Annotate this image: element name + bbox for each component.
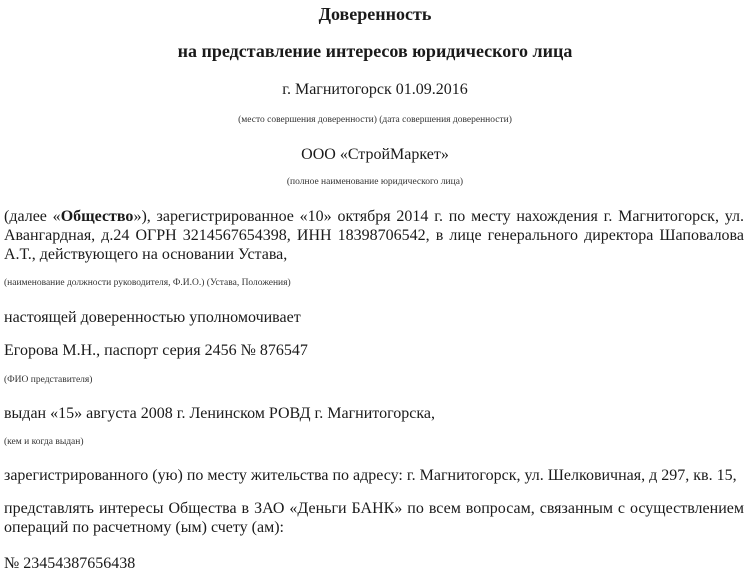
- company-short-name: Общество: [60, 208, 134, 225]
- organization-name: ООО «СтройМаркет»: [301, 146, 449, 163]
- document-subtitle: на представление интересов юридического лица: [177, 41, 573, 61]
- representative-info: Егорова М.Н., паспорт серия 2456 № 876547: [4, 342, 308, 359]
- passport-issued: выдан «15» августа 2008 г. Ленинском РОВД г. Магнитогорска,: [4, 405, 435, 422]
- powers-paragraph-line-1: представлять интересы Общества в ЗАО «Деньги БАНК» по всем вопросам, связанным с осуществлением: [4, 500, 744, 517]
- org-paragraph-suffix: »), зарегистрированное «10» октября 2014 г. по месту нахождения г. Магнитогорск, ул.: [133, 208, 744, 225]
- org-paragraph-line-3: А.Т., действующего на основании Устава,: [4, 246, 288, 263]
- account-number: № 23454387656438: [4, 555, 136, 572]
- org-paragraph-line-1: [4, 207, 744, 226]
- powers-paragraph: [4, 499, 744, 537]
- authorizes-text: настоящей доверенностью уполномочивает: [4, 309, 301, 326]
- organization-paragraph: [4, 207, 744, 264]
- powers-paragraph-line-2: операций по расчетному (ым) счету (ам):: [4, 519, 284, 536]
- director-caption: (наименование должности руководителя, Ф.И.О.) (Устава, Положения): [4, 278, 291, 288]
- organization-caption: (полное наименование юридического лица): [286, 177, 464, 187]
- issued-caption: (кем и когда выдан): [4, 437, 84, 447]
- place-date: г. Магнитогорск 01.09.2016: [282, 81, 468, 98]
- place-date-caption: (место совершения доверенности) (дата совершения доверенности): [238, 115, 512, 125]
- representative-caption: (ФИО представителя): [4, 375, 93, 385]
- org-paragraph-line-2: Авангардная, д.24 ОГРН 3214567654398, ИНН 18398706542, в лице генерального директора Шаповалова: [4, 227, 744, 244]
- document-title: Доверенность: [318, 4, 432, 24]
- org-paragraph-prefix: (далее «: [4, 208, 61, 225]
- registered-address: зарегистрированного (ую) по месту жительства по адресу: г. Магнитогорск, ул. Шелковичная, д 297, кв. 15,: [4, 467, 737, 484]
